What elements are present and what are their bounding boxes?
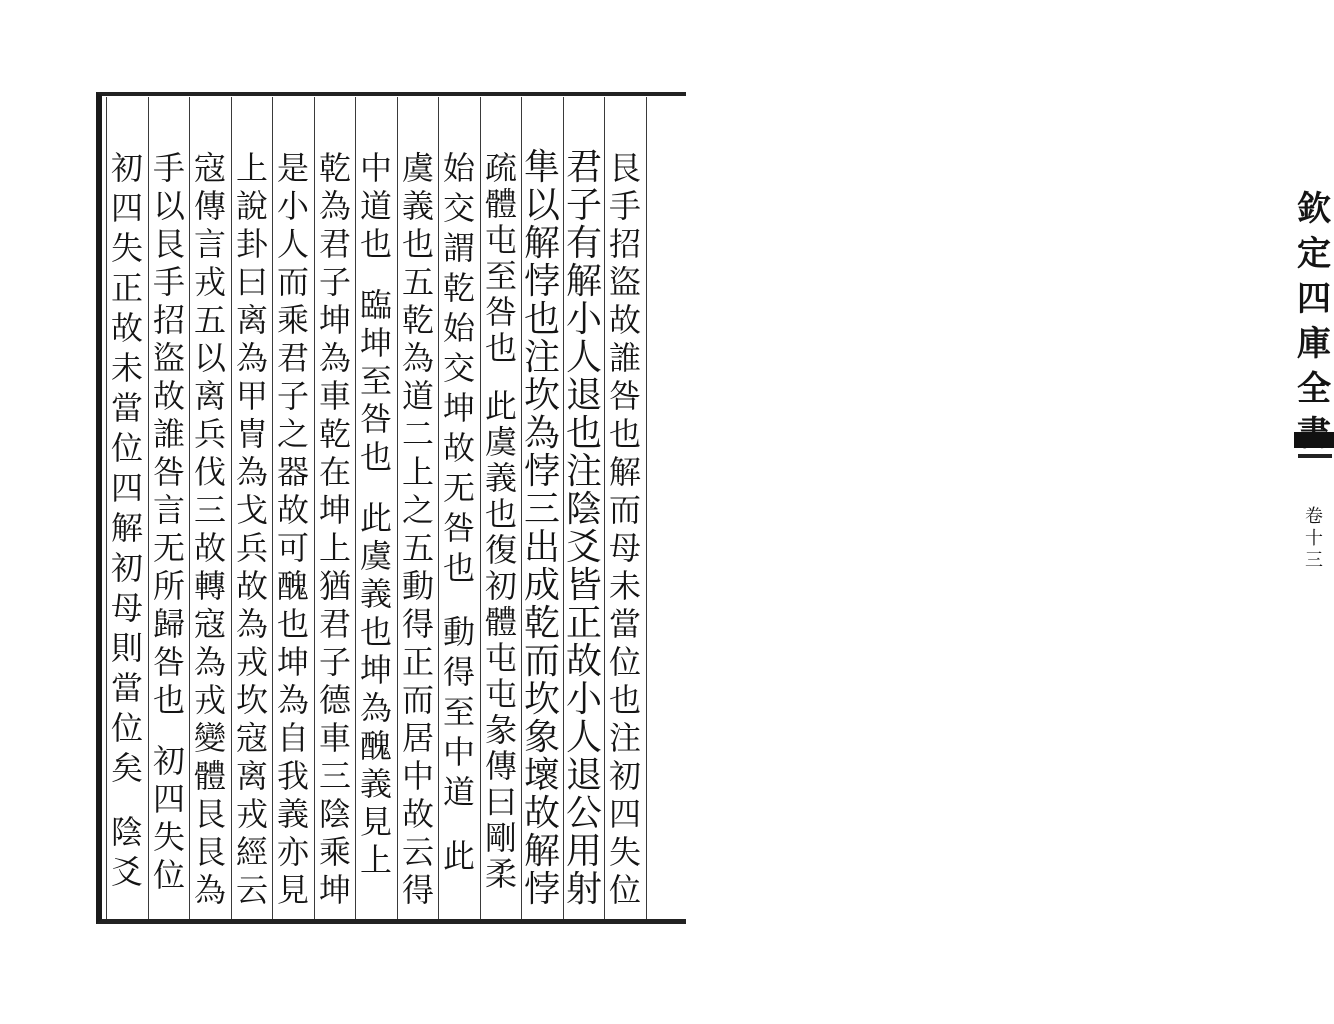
glyph: 咎 [152, 643, 185, 681]
glyph: 陰 [318, 795, 351, 833]
glyph: 我 [276, 757, 309, 795]
glyph: 小 [565, 299, 602, 340]
glyph: 子 [565, 185, 602, 226]
glyph: 之 [276, 415, 309, 453]
glyph: 悖 [523, 869, 560, 910]
glyph: 始 [442, 309, 475, 347]
glyph: 矣 [110, 749, 143, 787]
glyph: 有 [565, 223, 602, 264]
glyph: 艮 [193, 833, 226, 871]
glyph: 屯 [484, 675, 517, 713]
glyph: 故 [523, 793, 560, 834]
glyph: 位 [110, 709, 143, 747]
glyph: 五 [193, 301, 226, 339]
glyph: 也 [442, 549, 475, 587]
glyph: 三 [523, 489, 560, 530]
glyph: 二 [401, 415, 434, 453]
glyph: 虞 [484, 423, 517, 461]
column-rule [646, 97, 647, 919]
glyph: 臨 [359, 286, 392, 324]
glyph: 誰 [152, 415, 185, 453]
glyph: 盜 [608, 263, 641, 301]
glyph: 艮 [193, 795, 226, 833]
glyph: 則 [110, 629, 143, 667]
glyph: 坤 [359, 324, 392, 362]
glyph: 人 [276, 225, 309, 263]
text-column [480, 149, 522, 894]
glyph: 至 [484, 257, 517, 295]
glyph: 失 [608, 833, 641, 871]
glyph: 注 [523, 337, 560, 378]
glyph: 初 [110, 149, 143, 187]
glyph: 卦 [235, 225, 268, 263]
glyph: 坤 [318, 301, 351, 339]
glyph: 云 [401, 833, 434, 871]
glyph: 醜 [276, 567, 309, 605]
glyph: 注 [608, 719, 641, 757]
glyph: 寇 [235, 719, 268, 757]
glyph: 也 [359, 225, 392, 263]
glyph: 此 [484, 387, 517, 425]
glyph: 見 [276, 871, 309, 909]
glyph: 也 [484, 495, 517, 533]
glyph: 得 [442, 653, 475, 691]
glyph: 變 [193, 719, 226, 757]
glyph: 轉 [193, 567, 226, 605]
glyph: 動 [442, 613, 475, 651]
glyph: 為 [193, 643, 226, 681]
glyph: 悖 [523, 451, 560, 492]
glyph: 當 [608, 605, 641, 643]
glyph: 故 [565, 641, 602, 682]
glyph: 坤 [318, 871, 351, 909]
glyph: 自 [276, 719, 309, 757]
glyph: 寇 [193, 605, 226, 643]
glyph: 失 [110, 229, 143, 267]
glyph: 為 [276, 681, 309, 719]
glyph: 虞 [359, 537, 392, 575]
glyph: 義 [359, 575, 392, 613]
glyph: 誰 [608, 339, 641, 377]
glyph: 位 [608, 643, 641, 681]
glyph: 剛 [484, 819, 517, 857]
glyph: 交 [442, 349, 475, 387]
glyph: 乾 [523, 603, 560, 644]
glyph: 上 [318, 529, 351, 567]
glyph: 故 [110, 309, 143, 347]
glyph: 道 [359, 187, 392, 225]
glyph: 位 [152, 856, 185, 894]
glyph: 為 [401, 339, 434, 377]
glyph: 上 [235, 149, 268, 187]
glyph: 義 [359, 765, 392, 803]
glyph: 也 [276, 605, 309, 643]
text-column [148, 149, 190, 897]
glyph: 戈 [235, 491, 268, 529]
glyph: 四 [152, 780, 185, 818]
glyph: 子 [318, 263, 351, 301]
glyph: 乾 [318, 149, 351, 187]
glyph: 在 [318, 453, 351, 491]
glyph: 故 [152, 377, 185, 415]
glyph: 乾 [442, 269, 475, 307]
glyph: 也 [484, 329, 517, 367]
glyph: 云 [235, 871, 268, 909]
glyph: 動 [401, 567, 434, 605]
glyph: 經 [235, 833, 268, 871]
glyph: 君 [276, 339, 309, 377]
glyph: 也 [608, 681, 641, 719]
glyph: 小 [565, 679, 602, 720]
glyph: 未 [110, 349, 143, 387]
glyph: 車 [318, 719, 351, 757]
glyph: 故 [608, 301, 641, 339]
text-column [314, 149, 356, 912]
glyph: 道 [442, 773, 475, 811]
glyph: 為 [235, 339, 268, 377]
glyph: 得 [401, 871, 434, 909]
glyph: 离 [235, 757, 268, 795]
glyph: 初 [484, 567, 517, 605]
glyph: 成 [523, 565, 560, 606]
glyph: 出 [523, 527, 560, 568]
glyph: 也 [152, 681, 185, 719]
glyph: 戎 [193, 263, 226, 301]
glyph: 三 [193, 491, 226, 529]
glyph: 為 [235, 453, 268, 491]
glyph: 以 [523, 185, 560, 226]
glyph: 故 [193, 529, 226, 567]
glyph: 子 [276, 377, 309, 415]
glyph: 招 [152, 301, 185, 339]
glyph: 咎 [484, 293, 517, 331]
glyph: 全 [1297, 369, 1331, 409]
glyph: 為 [523, 413, 560, 454]
glyph: 注 [565, 451, 602, 492]
glyph: 手 [152, 149, 185, 187]
glyph: 為 [235, 605, 268, 643]
glyph: 乾 [401, 301, 434, 339]
glyph: 言 [152, 491, 185, 529]
glyph: 艮 [608, 149, 641, 187]
glyph: 坤 [442, 389, 475, 427]
glyph: 庫 [1297, 324, 1331, 364]
glyph: 義 [276, 795, 309, 833]
glyph: 离 [235, 301, 268, 339]
glyph: 正 [110, 269, 143, 307]
glyph: 虞 [401, 149, 434, 187]
glyph: 歸 [152, 605, 185, 643]
glyph: 象 [523, 717, 560, 758]
text-column [563, 147, 605, 910]
glyph: 寇 [193, 149, 226, 187]
glyph: 无 [442, 469, 475, 507]
glyph: 定 [1297, 234, 1331, 274]
glyph: 醜 [359, 727, 392, 765]
glyph: 乾 [318, 415, 351, 453]
glyph: 解 [523, 831, 560, 872]
glyph: 可 [276, 529, 309, 567]
glyph: 曰 [235, 263, 268, 301]
glyph: 位 [110, 429, 143, 467]
glyph: 也 [359, 438, 392, 476]
glyph: 无 [152, 529, 185, 567]
glyph: 艮 [152, 225, 185, 263]
glyph: 君 [318, 605, 351, 643]
glyph: 得 [401, 605, 434, 643]
glyph: 乘 [276, 301, 309, 339]
glyph: 道 [401, 377, 434, 415]
margin-book-title [1296, 189, 1332, 462]
glyph: 人 [565, 337, 602, 378]
glyph: 也 [523, 299, 560, 340]
glyph: 亦 [276, 833, 309, 871]
glyph: 之 [401, 491, 434, 529]
glyph: 咎 [152, 453, 185, 491]
glyph: 屯 [484, 639, 517, 677]
glyph: 解 [523, 223, 560, 264]
glyph: 謂 [442, 229, 475, 267]
glyph: 為 [193, 871, 226, 909]
glyph: 解 [565, 261, 602, 302]
glyph: 而 [401, 681, 434, 719]
glyph: 以 [152, 187, 185, 225]
glyph: 位 [608, 871, 641, 909]
glyph: 曰 [484, 783, 517, 821]
glyph: 人 [565, 717, 602, 758]
glyph: 招 [608, 225, 641, 263]
glyph: 母 [110, 589, 143, 627]
glyph: 壞 [523, 755, 560, 796]
glyph: 復 [484, 531, 517, 569]
glyph: 四 [110, 189, 143, 227]
glyph: 爻 [110, 853, 143, 891]
glyph: 四 [608, 795, 641, 833]
text-column [438, 149, 480, 880]
glyph: 正 [565, 603, 602, 644]
glyph: 甲 [235, 377, 268, 415]
glyph: 器 [276, 453, 309, 491]
glyph: 坤 [318, 491, 351, 529]
glyph: 體 [193, 757, 226, 795]
glyph: 故 [442, 429, 475, 467]
glyph: 中 [442, 733, 475, 771]
glyph: 也 [401, 225, 434, 263]
glyph: 解 [110, 509, 143, 547]
glyph: 也 [565, 413, 602, 454]
glyph: 兵 [235, 529, 268, 567]
glyph: 此 [442, 837, 475, 875]
glyph: 見 [359, 803, 392, 841]
margin-volume-number [1301, 508, 1327, 574]
glyph: 皆 [565, 565, 602, 606]
text-column [189, 149, 231, 912]
glyph: 義 [401, 187, 434, 225]
glyph: 正 [401, 643, 434, 681]
glyph: 初 [152, 742, 185, 780]
glyph: 悖 [523, 261, 560, 302]
glyph: 始 [442, 149, 475, 187]
glyph: 公 [565, 793, 602, 834]
glyph: 戎 [193, 681, 226, 719]
glyph: 隼 [523, 147, 560, 188]
text-column [604, 149, 646, 912]
glyph: 手 [152, 263, 185, 301]
fishtail-mark [1294, 432, 1334, 448]
glyph: 傳 [193, 187, 226, 225]
glyph: 卷 [1305, 506, 1323, 527]
glyph: 子 [318, 643, 351, 681]
glyph: 盜 [152, 339, 185, 377]
glyph: 而 [276, 263, 309, 301]
glyph: 柔 [484, 855, 517, 893]
glyph: 小 [276, 187, 309, 225]
glyph: 義 [484, 459, 517, 497]
glyph: 射 [565, 869, 602, 910]
glyph: 未 [608, 567, 641, 605]
glyph: 也 [359, 613, 392, 651]
glyph: 故 [401, 795, 434, 833]
glyph: 乘 [318, 833, 351, 871]
text-column [521, 147, 563, 910]
glyph: 坤 [359, 651, 392, 689]
glyph: 當 [110, 389, 143, 427]
glyph: 伐 [193, 453, 226, 491]
glyph: 三 [318, 757, 351, 795]
glyph: 車 [318, 377, 351, 415]
glyph: 上 [359, 841, 392, 879]
glyph: 十 [1305, 528, 1323, 549]
glyph: 冑 [235, 415, 268, 453]
glyph: 四 [110, 469, 143, 507]
glyph: 五 [401, 529, 434, 567]
glyph: 陰 [565, 489, 602, 530]
glyph: 解 [608, 453, 641, 491]
glyph: 至 [359, 362, 392, 400]
glyph: 為 [318, 339, 351, 377]
glyph: 手 [608, 187, 641, 225]
glyph: 交 [442, 189, 475, 227]
glyph: 坤 [276, 643, 309, 681]
page-margin-banxin [646, 96, 1331, 922]
glyph: 中 [359, 149, 392, 187]
text-column [272, 149, 314, 912]
glyph: 言 [193, 225, 226, 263]
glyph: 而 [523, 641, 560, 682]
glyph: 三 [1305, 550, 1323, 571]
glyph: 傳 [484, 747, 517, 785]
glyph: 為 [318, 187, 351, 225]
glyph: 退 [565, 375, 602, 416]
glyph: 所 [152, 567, 185, 605]
glyph: 體 [484, 603, 517, 641]
glyph: 兵 [193, 415, 226, 453]
glyph: 咎 [359, 400, 392, 438]
glyph: 失 [152, 818, 185, 856]
text-column [231, 149, 273, 912]
glyph: 中 [401, 757, 434, 795]
glyph: 五 [401, 263, 434, 301]
glyph: 德 [318, 681, 351, 719]
glyph: 說 [235, 187, 268, 225]
glyph: 而 [608, 491, 641, 529]
glyph: 母 [608, 529, 641, 567]
glyph: 上 [401, 453, 434, 491]
glyph: 猶 [318, 567, 351, 605]
glyph: 陰 [110, 813, 143, 851]
glyph: 是 [276, 149, 309, 187]
glyph: 四 [1297, 279, 1331, 319]
glyph: 坎 [235, 681, 268, 719]
glyph: 疏 [484, 149, 517, 187]
glyph: 此 [359, 499, 392, 537]
glyph: 居 [401, 719, 434, 757]
glyph: 坎 [523, 375, 560, 416]
glyph: 君 [565, 147, 602, 188]
glyph: 离 [193, 377, 226, 415]
glyph: 初 [110, 549, 143, 587]
glyph: 用 [565, 831, 602, 872]
glyph: 咎 [442, 509, 475, 547]
glyph: 咎 [608, 377, 641, 415]
glyph: 故 [235, 567, 268, 605]
glyph: 至 [442, 693, 475, 731]
glyph: 體 [484, 185, 517, 223]
fishtail-rule [1298, 454, 1332, 458]
glyph: 為 [359, 689, 392, 727]
text-column [355, 149, 397, 882]
glyph: 君 [318, 225, 351, 263]
text-column [106, 149, 148, 896]
glyph: 戎 [235, 643, 268, 681]
glyph: 初 [608, 757, 641, 795]
glyph: 坎 [523, 679, 560, 720]
glyph: 戎 [235, 795, 268, 833]
glyph: 故 [276, 491, 309, 529]
glyph: 退 [565, 755, 602, 796]
glyph: 欽 [1297, 189, 1331, 229]
glyph: 爻 [565, 527, 602, 568]
glyph: 彖 [484, 711, 517, 749]
glyph: 以 [193, 339, 226, 377]
glyph: 也 [608, 415, 641, 453]
glyph: 屯 [484, 221, 517, 259]
glyph: 當 [110, 669, 143, 707]
